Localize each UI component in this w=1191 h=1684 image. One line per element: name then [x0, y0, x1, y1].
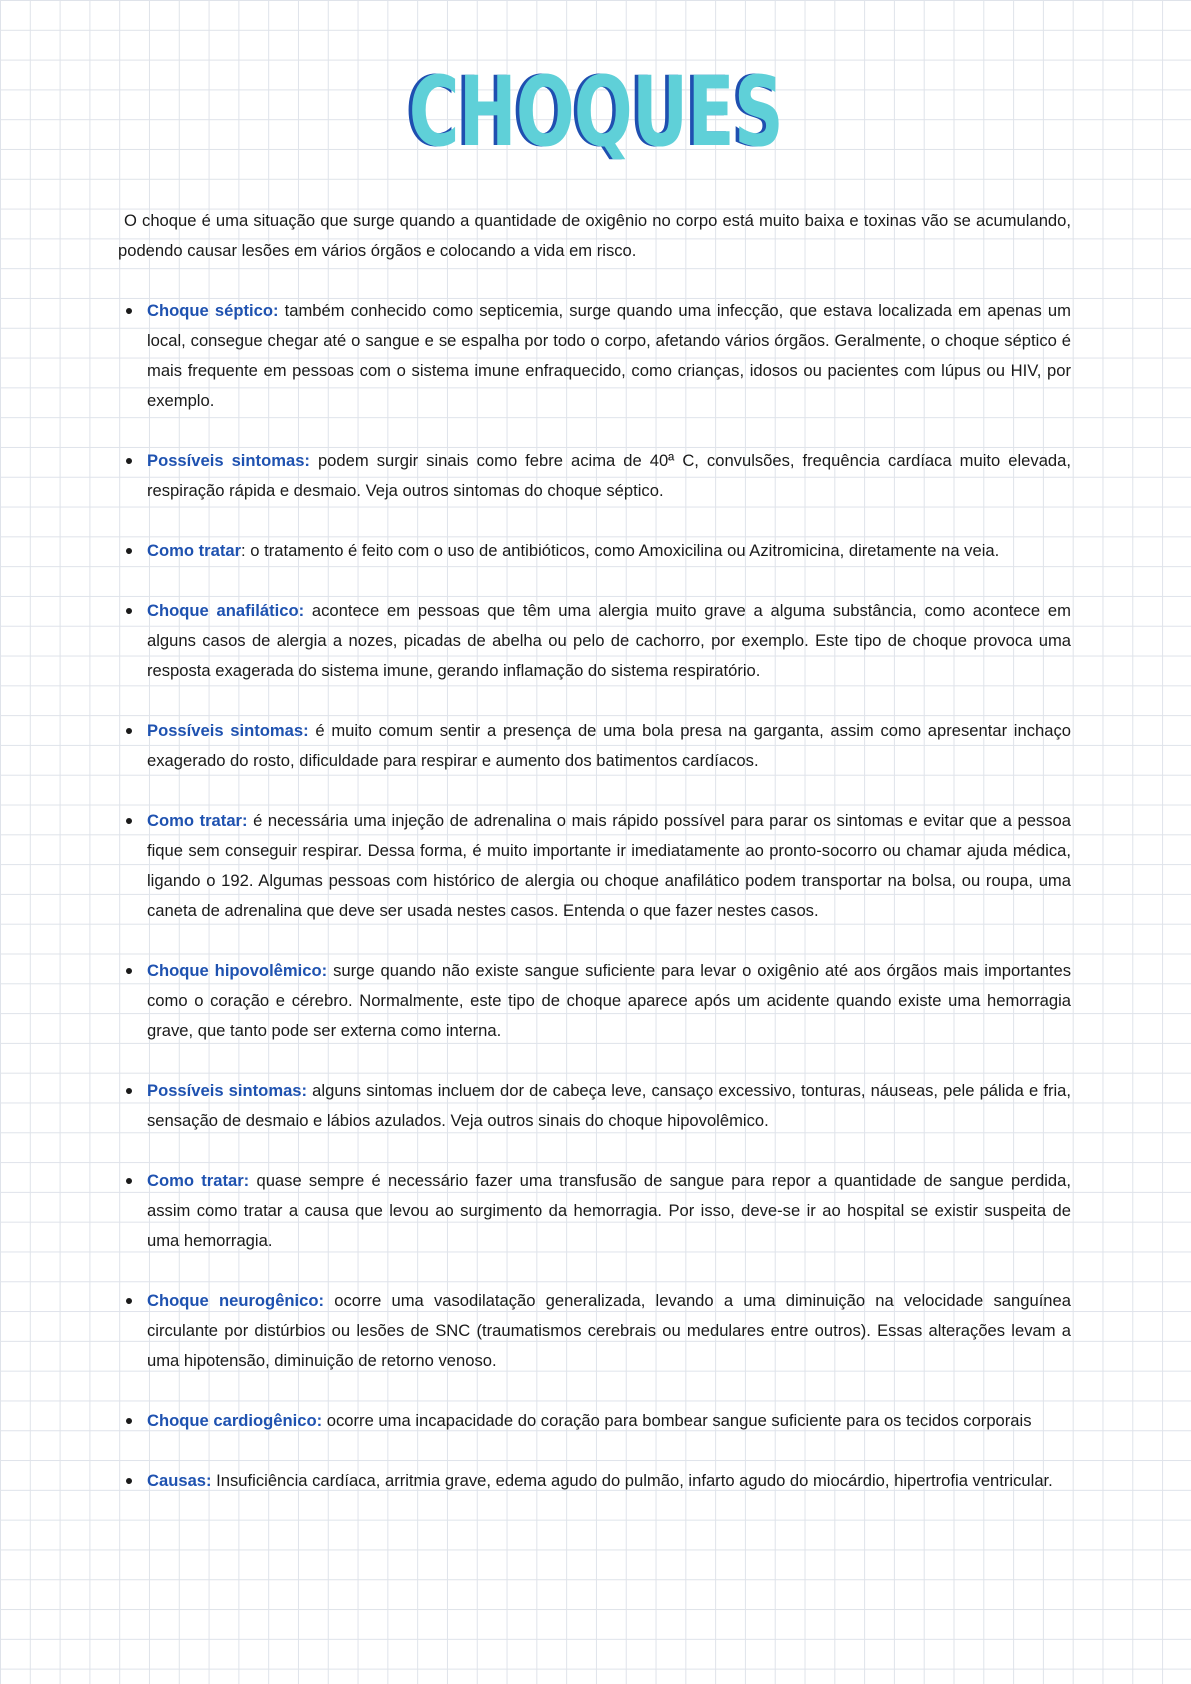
item-term: Choque séptico: — [147, 301, 279, 320]
page-title: CHOQUES — [408, 56, 783, 168]
item-term: Choque neurogênico: — [147, 1291, 325, 1310]
list-item — [118, 956, 1071, 1046]
item-text: ocorre uma vasodilatação generalizada, levando a uma diminuição na velocidade sanguínea circulante por distúrbios ou lesões de SNC (traumatismos cerebrais ou medulares entre outros). Essas alterações levam a uma hipotensão, diminuição de retorno venoso. — [147, 1291, 1071, 1370]
document-body — [118, 206, 1071, 1526]
bullet-list — [118, 296, 1071, 1496]
list-item — [118, 1286, 1071, 1376]
title-container — [0, 56, 1191, 168]
bullet-icon — [126, 1178, 132, 1184]
item-term: Como tratar: — [147, 811, 248, 830]
list-item — [118, 596, 1071, 686]
list-item — [118, 806, 1071, 926]
item-term: Choque hipovolêmico: — [147, 961, 328, 980]
item-text: : o tratamento é feito com o uso de antibióticos, como Amoxicilina ou Azitromicina, diretamente na veia. — [241, 541, 1000, 560]
item-text: é necessária uma injeção de adrenalina o mais rápido possível para parar os sintomas e evitar que a pessoa fique sem conseguir respirar. Dessa forma, é muito importante ir imediatamente ao pronto-socorro ou chamar ajuda médica, ligando o 192. Algumas pessoas com histórico de alergia ou choque anafilático podem transportar na bolsa, ou roupa, uma caneta de adrenalina que deve ser usada nestes casos. Entenda o que fazer nestes casos. — [147, 811, 1071, 920]
bullet-icon — [126, 608, 132, 614]
item-term: Possíveis sintomas: — [147, 721, 309, 740]
bullet-icon — [126, 1088, 132, 1094]
item-text: surge quando não existe sangue suficiente para levar o oxigênio até aos órgãos mais importantes como o coração e cérebro. Normalmente, este tipo de choque aparece após um acidente quando existe uma hemorragia grave, que tanto pode ser externa como interna. — [147, 961, 1071, 1040]
list-item — [118, 536, 1071, 566]
item-term: Causas: — [147, 1471, 212, 1490]
list-item — [118, 296, 1071, 416]
item-text: podem surgir sinais como febre acima de 40ª C, convulsões, frequência cardíaca muito elevada, respiração rápida e desmaio. Veja outros sintomas do choque séptico. — [147, 451, 1071, 500]
bullet-icon — [126, 728, 132, 734]
bullet-icon — [126, 458, 132, 464]
item-text: ocorre uma incapacidade do coração para bombear sangue suficiente para os tecidos corporais — [322, 1411, 1032, 1430]
item-term: Possíveis sintomas: — [147, 451, 310, 470]
bullet-icon — [126, 548, 132, 554]
item-text: acontece em pessoas que têm uma alergia muito grave a alguma substância, como acontece em alguns casos de alergia a nozes, picadas de abelha ou pelo de cachorro, por exemplo. Este tipo de choque provoca uma resposta exagerada do sistema imune, gerando inflamação do sistema respiratório. — [147, 601, 1071, 680]
item-text: é muito comum sentir a presença de uma bola presa na garganta, assim como apresentar inchaço exagerado do rosto, dificuldade para respirar e aumento dos batimentos cardíacos. — [147, 721, 1072, 770]
list-item — [118, 716, 1071, 776]
list-item — [118, 446, 1071, 506]
item-text: também conhecido como septicemia, surge quando uma infecção, que estava localizada em apenas um local, consegue chegar até o sangue e se espalha por todo o corpo, afetando vários órgãos. Geralmente, o choque séptico é mais frequente em pessoas com o sistema imune enfraquecido, como crianças, idosos ou pacientes com lúpus ou HIV, por exemplo. — [147, 301, 1071, 410]
item-term: Como tratar — [147, 541, 242, 560]
list-item — [118, 1466, 1071, 1496]
list-item — [118, 1076, 1071, 1136]
item-term: Possíveis sintomas: — [147, 1081, 308, 1100]
bullet-icon — [126, 1418, 132, 1424]
item-term: Como tratar: — [147, 1171, 250, 1190]
bullet-icon — [126, 818, 132, 824]
bullet-icon — [126, 1298, 132, 1304]
item-text: quase sempre é necessário fazer uma transfusão de sangue para repor a quantidade de sangue perdida, assim como tratar a causa que levou ao surgimento da hemorragia. Por isso, deve-se ir ao hospital se existir suspeita de uma hemorragia. — [147, 1171, 1071, 1250]
bullet-icon — [126, 308, 132, 314]
item-text: Insuficiência cardíaca, arritmia grave, edema agudo do pulmão, infarto agudo do miocárdio, hipertrofia ventricular. — [211, 1471, 1053, 1490]
intro-paragraph: O choque é uma situação que surge quando a quantidade de oxigênio no corpo está muito baixa e toxinas vão se acumulando, podendo causar lesões em vários órgãos e colocando a vida em risco. — [118, 211, 1071, 260]
item-text: alguns sintomas incluem dor de cabeça leve, cansaço excessivo, tonturas, náuseas, pele pálida e fria, sensação de desmaio e lábios azulados. Veja outros sinais do choque hipovolêmico. — [147, 1081, 1071, 1130]
list-item — [118, 1406, 1071, 1436]
bullet-icon — [126, 968, 132, 974]
item-term: Choque anafilático: — [147, 601, 305, 620]
bullet-icon — [126, 1478, 132, 1484]
item-term: Choque cardiogênico: — [147, 1411, 323, 1430]
list-item — [118, 1166, 1071, 1256]
